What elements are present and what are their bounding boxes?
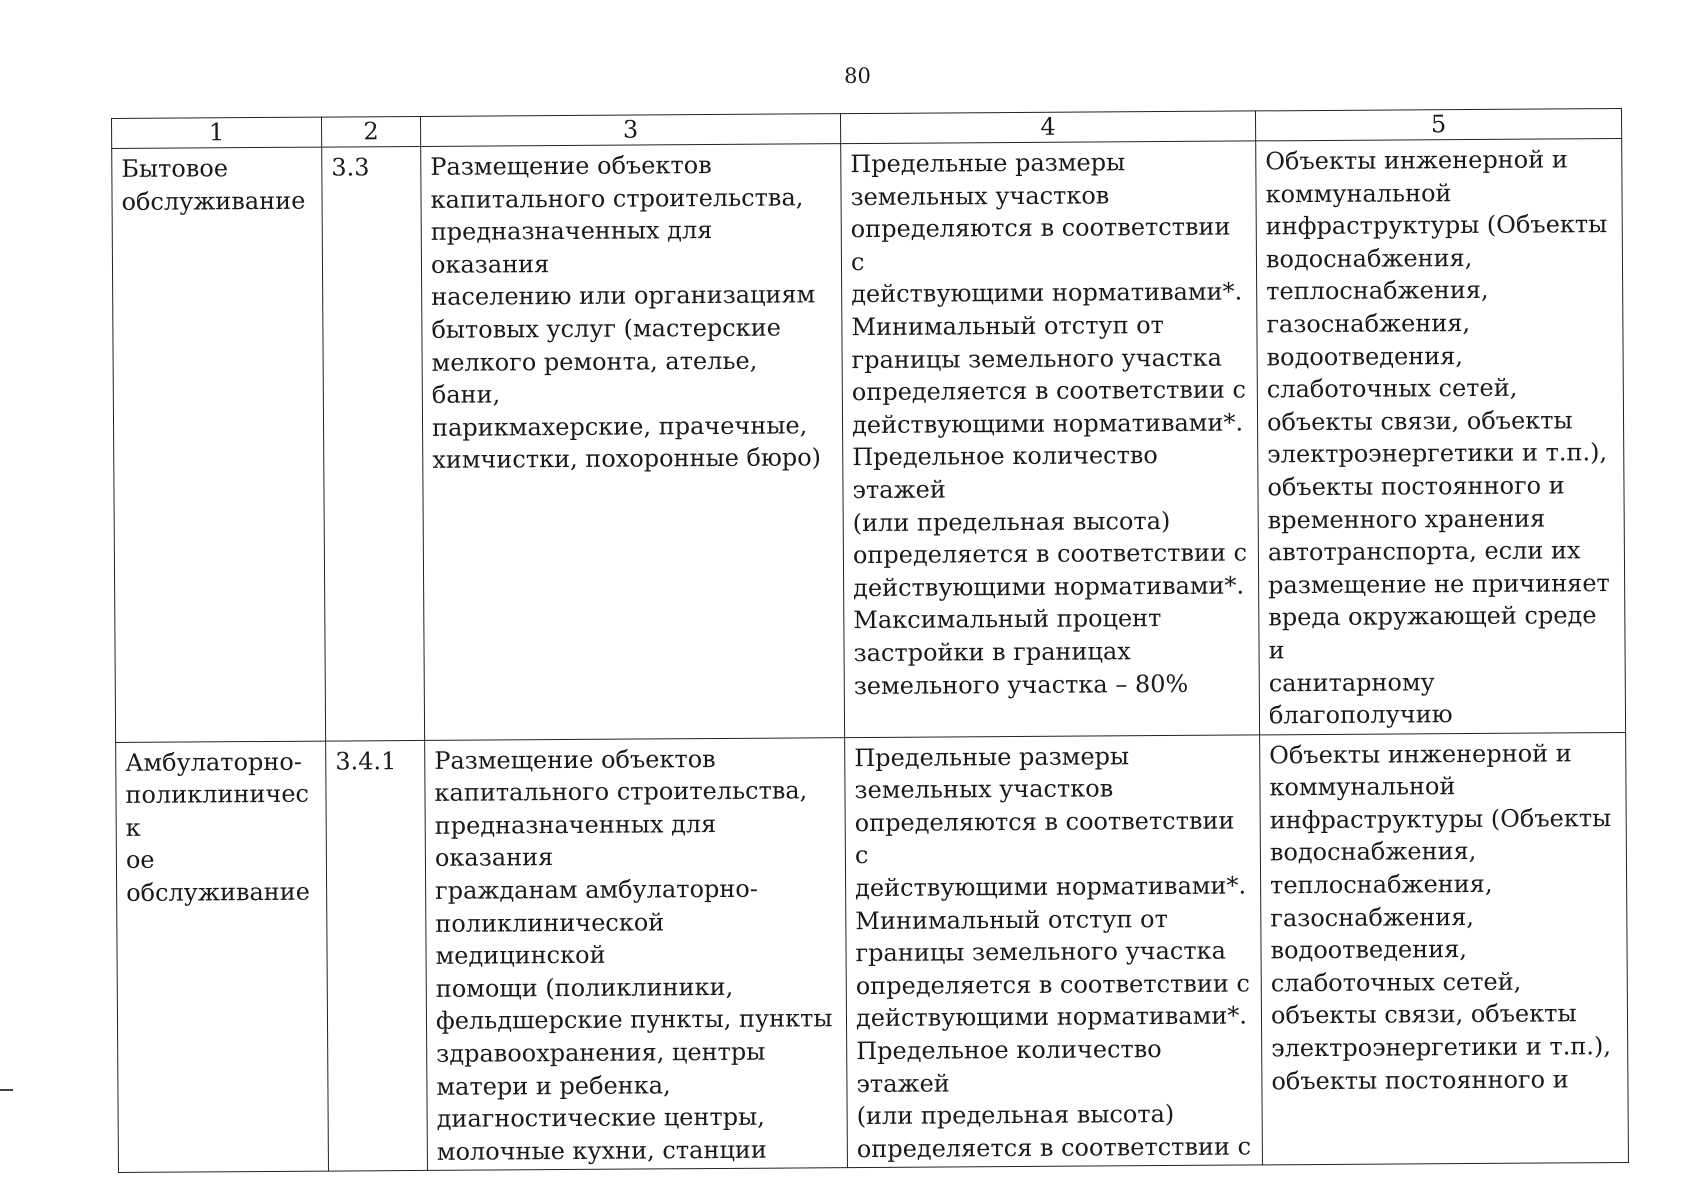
column-header-5: 5 bbox=[1255, 108, 1621, 140]
auxiliary-uses-cell bbox=[1256, 138, 1626, 734]
scan-edge-mark bbox=[0, 1089, 13, 1091]
column-header-2: 2 bbox=[321, 116, 420, 147]
parameters-cell bbox=[845, 735, 1263, 1168]
use-type-text: Амбулаторно- поликлиническ ое обслуживание bbox=[125, 747, 311, 907]
column-header-1: 1 bbox=[112, 117, 322, 148]
use-description-cell bbox=[421, 144, 845, 740]
use-type-cell bbox=[112, 147, 326, 742]
parameters-cell bbox=[841, 141, 1260, 737]
use-description-text: Размещение объектов капитального строительства, предназначенных для оказания населению или организациям бытовых услуг (мастерские мелкого ремонта, ателье, бани, парикмахерские, прачечные, химчистки, похоронные бюро) bbox=[430, 151, 822, 475]
zoning-table bbox=[111, 108, 1629, 1173]
page-number: 80 bbox=[844, 64, 871, 88]
parameters-text: Предельные размеры земельных участков определяются в соответствии с действующими нормативами*. Минимальный отступ от границы земельного участка определяется в соответствии с действующими нормативами*. Предельное количество этажей (или предельная высота) определяется в соответствии с действующими нормативами*. Максимальный процент застройки в границах земельного участка – 80% bbox=[850, 148, 1248, 700]
use-description-cell bbox=[425, 737, 848, 1170]
use-code-cell bbox=[326, 740, 428, 1171]
use-type-text: Бытовое обслуживание bbox=[121, 154, 306, 216]
column-header-3: 3 bbox=[420, 114, 840, 147]
use-code-text: 3.3 bbox=[331, 153, 370, 182]
use-code-cell bbox=[322, 146, 425, 740]
parameters-text: Предельные размеры земельных участков определяются в соответствии с действующими нормативами*. Минимальный отступ от границы земельного участка определяется в соответствии с действующими нормативами*. Предельное количество этажей (или предельная высота) определяется в соответствии с bbox=[854, 741, 1252, 1163]
auxiliary-uses-text: Объекты инженерной и коммунальной инфраструктуры (Объекты водоснабжения, теплоснабжения, газоснабжения, водоотведения, слаботочных сетей, объекты связи, объекты электроэнергетики и т.п.), объекты постоянного и bbox=[1269, 739, 1612, 1095]
use-description-text: Размещение объектов капитального строительства, предназначенных для оказания гражданам амбулаторно- поликлинической медицинской помощи (поликлиники, фельдшерские пункты, пункты здравоохранения, центры матери и ребенка, диагностические центры, молочные кухни, станции bbox=[434, 744, 833, 1166]
table-row bbox=[116, 732, 1629, 1173]
table-row bbox=[112, 138, 1626, 742]
column-header-4: 4 bbox=[840, 111, 1255, 144]
use-type-cell bbox=[116, 741, 329, 1173]
auxiliary-uses-text: Объекты инженерной и коммунальной инфраструктуры (Объекты водоснабжения, теплоснабжения, газоснабжения, водоотведения, слаботочных сетей, объекты связи, объекты электроэнергетики и т.п.), объекты постоянного и временного хранения автотранспорта, если их размещение не причиняет вреда окружающей среде и санитарному благополучию bbox=[1265, 145, 1610, 730]
auxiliary-uses-cell bbox=[1260, 732, 1629, 1165]
use-code-text: 3.4.1 bbox=[335, 746, 397, 776]
